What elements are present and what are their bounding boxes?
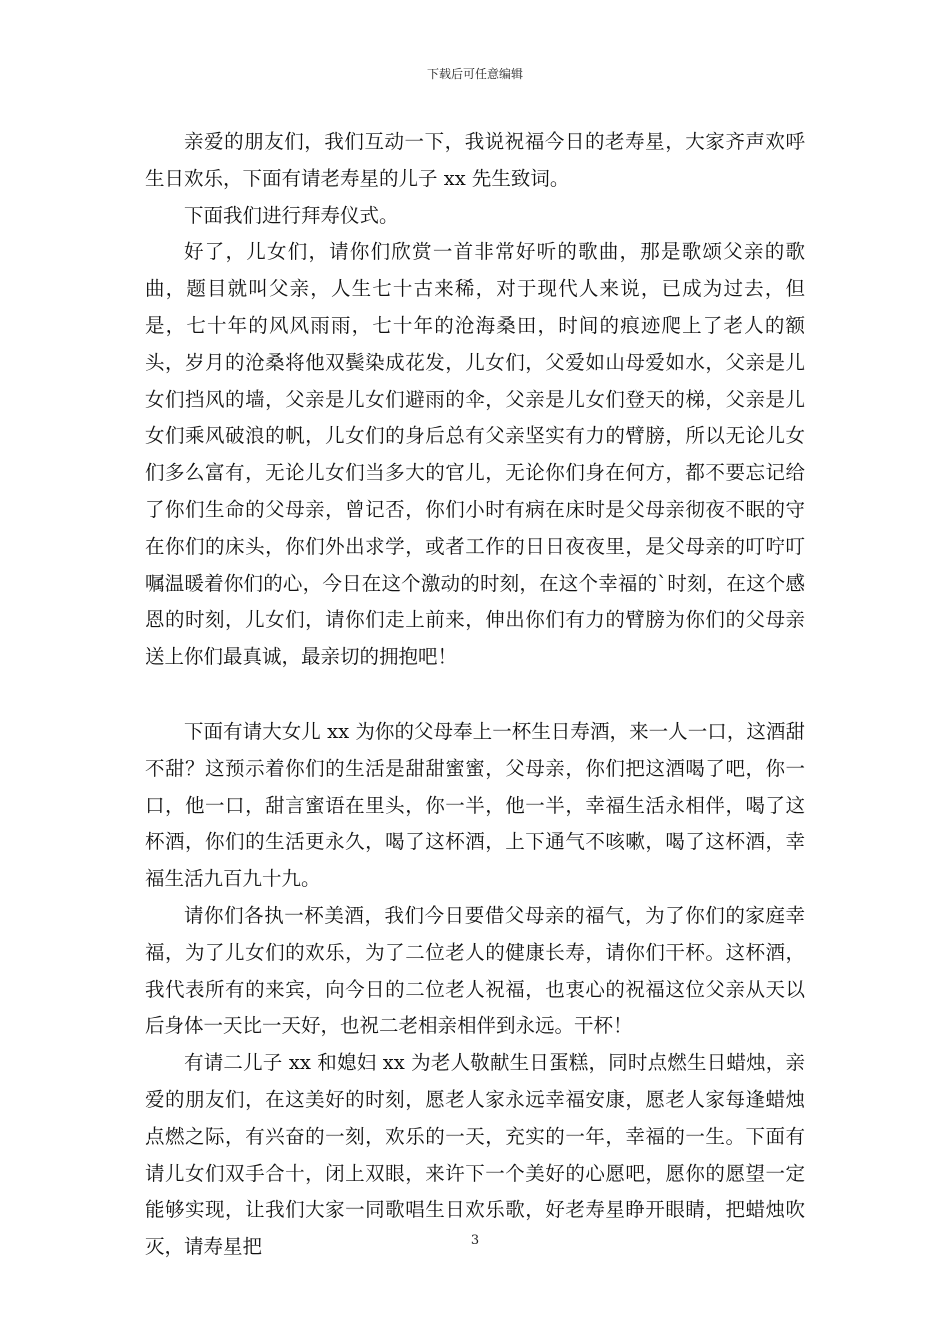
- paragraph-cheers: 请你们各执一杯美酒，我们今日要借父母亲的福气，为了你们的家庭幸福，为了儿女们的欢乐，为了二位老人的健康长寿，请你们干杯。这杯酒，我代表所有的来宾，向今日的二位老人祝福，也衷心的祝福这位父亲从天以后身体一天比一天好，也祝二老相亲相伴到永远。干杯！: [145, 903, 805, 1038]
- page-header: 下载后可任意编辑: [426, 67, 523, 81]
- paragraph-gap: [145, 676, 805, 714]
- paragraph-father-song: 好了，儿女们，请你们欣赏一首非常好听的歌曲，那是歌颂父亲的歌曲，题目就叫父亲，人生七十古来稀，对于现代人来说，已成为过去，但是，七十年的风风雨雨，七十年的沧海桑田，时间的痕迹爬上了老人的额头，岁月的沧桑将他双鬓染成花发，儿女们，父爱如山母爱如水，父亲是儿女们挡风的墙，父亲是儿女们避雨的伞，父亲是儿女们登天的梯，父亲是儿女们乘风破浪的帆，儿女们的身后总有父亲坚实有力的臂膀，所以无论儿女们多么富有，无论儿女们当多大的官儿，无论你们身在何方，都不要忘记给了你们生命的父母亲，曾记否，你们小时有病在床时是父母亲彻夜不眠的守在你们的床头，你们外出求学，或者工作的日日夜夜里，是父母亲的叮咛叮嘱温暖着你们的心，今日在这个激动的时刻，在这个幸福的`时刻，在这个感恩的时刻，儿女们，请你们走上前来，伸出你们有力的臂膀为你们的父母亲送上你们最真诚，最亲切的拥抱吧！: [145, 240, 805, 669]
- paragraph-toast-intro: 亲爱的朋友们，我们互动一下，我说祝福今日的老寿星，大家齐声欢呼生日欢乐，下面有请老寿星的儿子 xx 先生致词。: [145, 130, 805, 190]
- paragraph-ceremony: 下面我们进行拜寿仪式。: [184, 203, 399, 227]
- document-body: [145, 124, 805, 1266]
- paragraph-daughter-toast: 下面有请大女儿 xx 为你的父母奉上一杯生日寿酒，来一人一口，这酒甜不甜？这预示着你们的生活是甜甜蜜蜜，父母亲，你们把这酒喝了吧，你一口，他一口，甜言蜜语在里头，你一半，他一半，幸福生活永相伴，喝了这杯酒，你们的生活更永久，喝了这杯酒，上下通气不咳嗽，喝了这杯酒，幸福生活九百九十九。: [145, 719, 805, 891]
- page-number: 3: [470, 1233, 480, 1248]
- paragraph-birthday-cake: 有请二儿子 xx 和媳妇 xx 为老人敬献生日蛋糕，同时点燃生日蜡烛，亲爱的朋友们，在这美好的时刻，愿老人家永远幸福安康，愿老人家每逢蜡烛点燃之际，有兴奋的一刻，欢乐的一天，充实的一年，幸福的一生。下面有请儿女们双手合十，闭上双眼，来许下一个美好的心愿吧，愿你的愿望一定能够实现，让我们大家一同歌唱生日欢乐歌，好老寿星睁开眼睛，把蜡烛吹灭，请寿星把: [145, 1051, 805, 1259]
